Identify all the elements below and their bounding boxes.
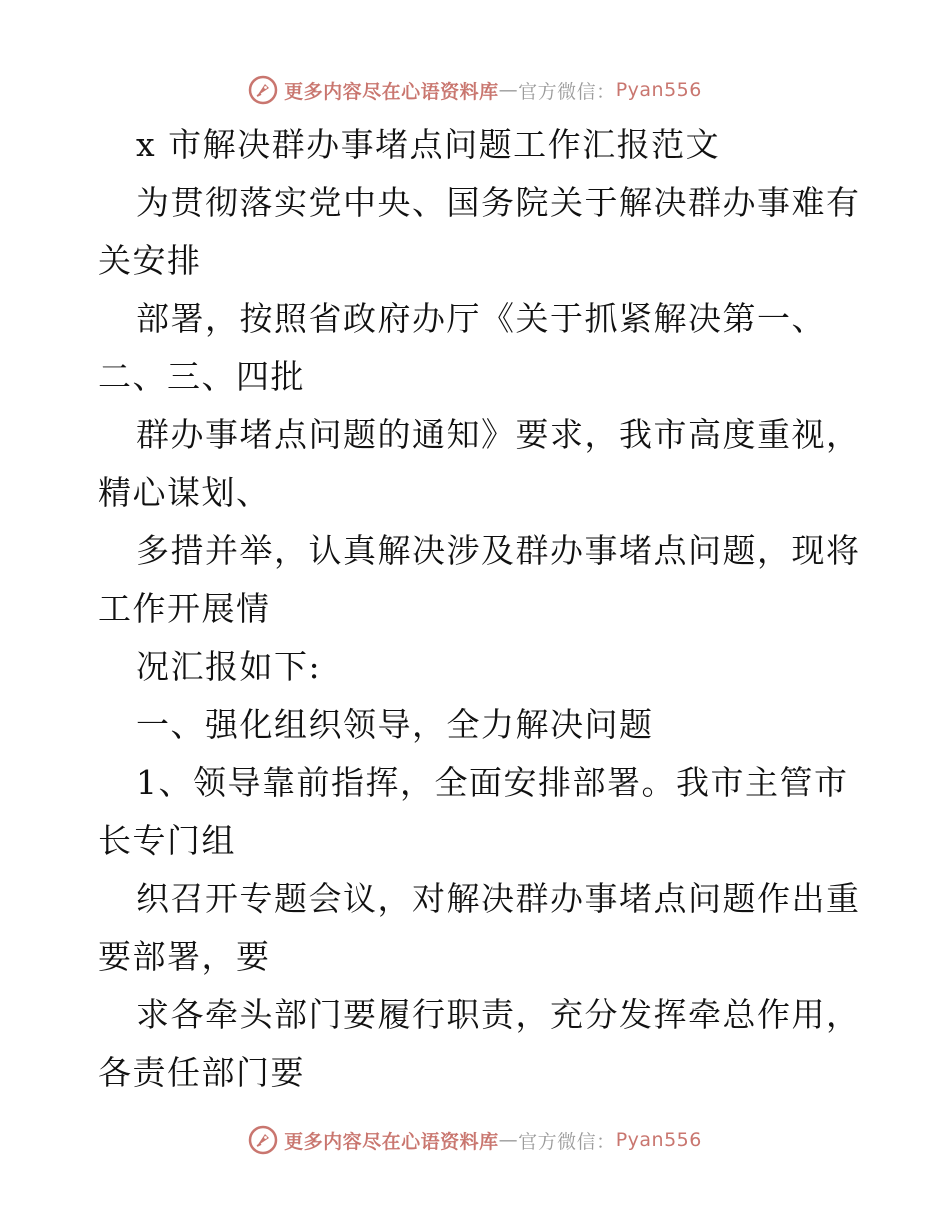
watermark-brand: 更多内容尽在心语资料库 bbox=[284, 1130, 499, 1153]
footer-watermark bbox=[0, 1120, 950, 1160]
watermark-wechat-label: 官方微信： bbox=[518, 80, 616, 103]
document-line: 要部署，要 bbox=[98, 937, 271, 976]
document-line: 关安排 bbox=[98, 241, 202, 280]
document-line: 1、领导靠前指挥，全面安排部署。我市主管市 bbox=[136, 763, 849, 802]
watermark-separator: — bbox=[498, 79, 519, 101]
document-body bbox=[98, 116, 888, 1116]
document-line: 长专门组 bbox=[98, 821, 236, 860]
pen-nib-logo-icon bbox=[248, 75, 278, 105]
watermark-text bbox=[284, 1127, 702, 1154]
document-line: 为贯彻落实党中央、国务院关于解决群办事难有 bbox=[136, 183, 861, 222]
document-line: 多措并举，认真解决涉及群办事堵点问题，现将 bbox=[136, 531, 861, 570]
watermark-separator: — bbox=[498, 1129, 519, 1151]
header-watermark bbox=[0, 70, 950, 110]
document-line: 二、三、四批 bbox=[98, 357, 305, 396]
pen-nib-logo-icon bbox=[248, 1125, 278, 1155]
document-line: 织召开专题会议，对解决群办事堵点问题作出重 bbox=[136, 879, 861, 918]
document-line: 部署，按照省政府办厅《关于抓紧解决第一、 bbox=[136, 299, 826, 338]
document-line: 群办事堵点问题的通知》要求，我市高度重视， bbox=[136, 415, 861, 454]
watermark-wechat-id: Pyan556 bbox=[615, 79, 702, 101]
watermark-brand: 更多内容尽在心语资料库 bbox=[284, 80, 499, 103]
document-line: 各责任部门要 bbox=[98, 1053, 305, 1092]
watermark-wechat-label: 官方微信： bbox=[518, 1130, 616, 1153]
document-line: 求各牵头部门要履行职责，充分发挥牵总作用， bbox=[136, 995, 861, 1034]
document-line: 精心谋划、 bbox=[98, 473, 271, 512]
watermark-wechat-id: Pyan556 bbox=[615, 1129, 702, 1151]
document-line: 工作开展情 bbox=[98, 589, 271, 628]
document-line: 况汇报如下: bbox=[136, 647, 322, 686]
section-heading: 一、强化组织领导，全力解决问题 bbox=[136, 705, 654, 744]
watermark-text bbox=[284, 77, 702, 104]
document-title: x 市解决群办事堵点问题工作汇报范文 bbox=[136, 125, 721, 164]
